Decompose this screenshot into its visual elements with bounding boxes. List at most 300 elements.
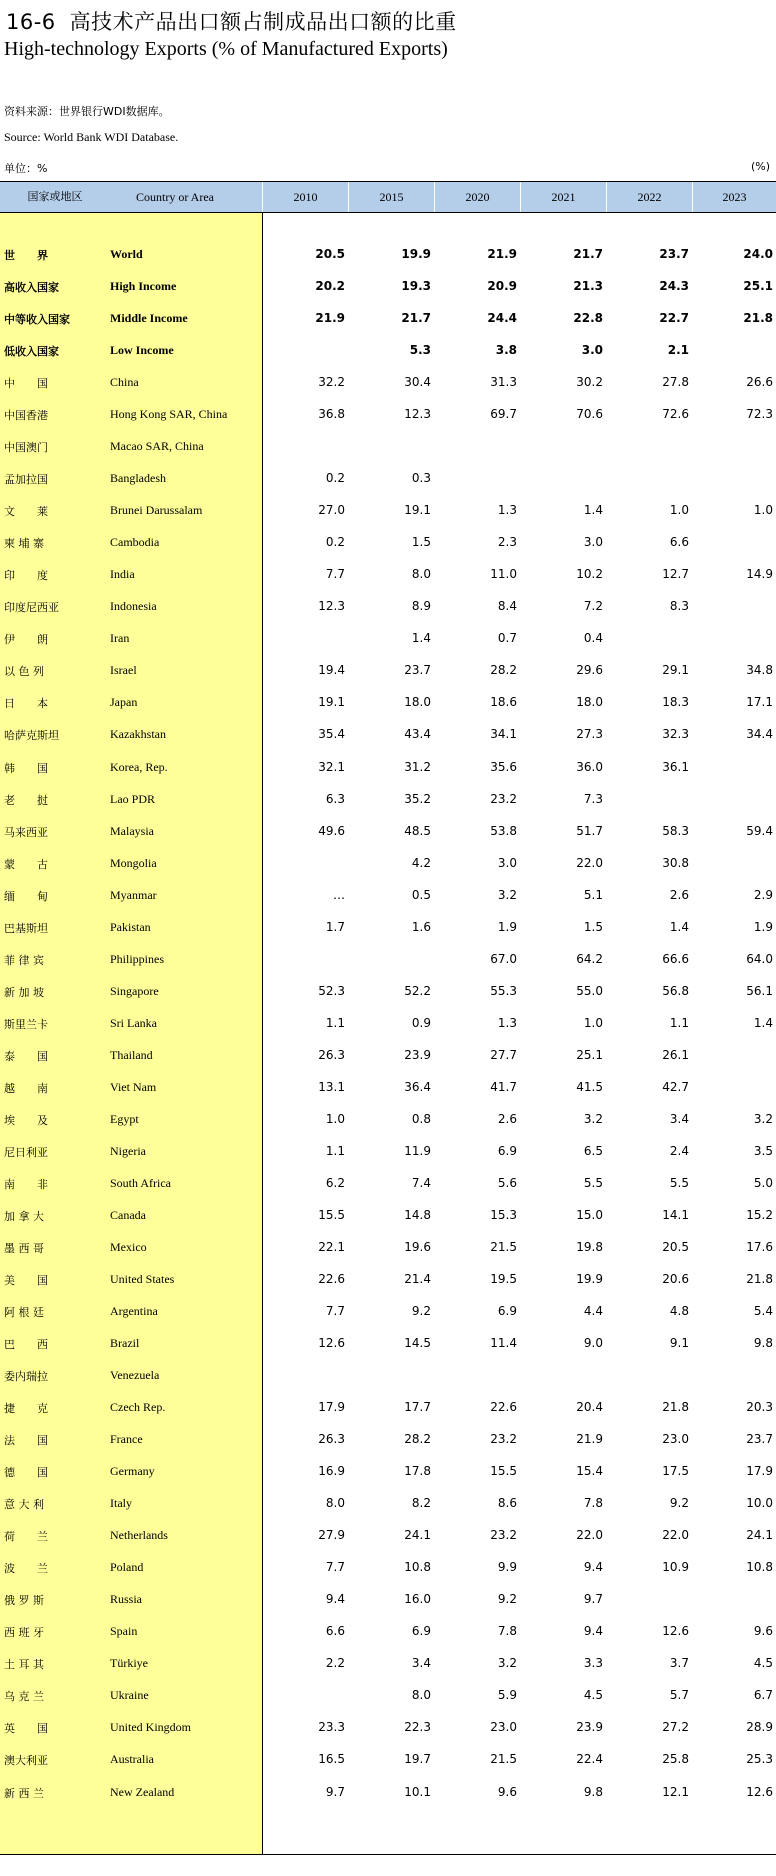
row-country-en: Pakistan (110, 919, 151, 934)
header-year: 2010 (262, 182, 348, 212)
table-row (0, 952, 776, 984)
row-value-cell: 3.3 (583, 1656, 603, 1671)
row-country-en: China (110, 375, 139, 390)
table-row (0, 279, 776, 311)
row-country-en: Lao PDR (110, 791, 155, 806)
row-country-cn: 中国澳门 (4, 441, 48, 455)
table-row (0, 1785, 776, 1817)
row-value-cell: 9.9 (497, 1560, 517, 1575)
row-country-en: United States (110, 1272, 175, 1286)
row-value-cell: 20.3 (746, 1400, 773, 1415)
row-country-en: Nigeria (110, 1143, 146, 1158)
table-row (0, 695, 776, 727)
row-value-cell: 15.3 (490, 1207, 517, 1222)
row-value-cell: 9.0 (583, 1336, 603, 1351)
table-row (0, 503, 776, 535)
row-country-cn: 越 南 (4, 1081, 48, 1095)
header-year: 2021 (520, 182, 606, 212)
table-row (0, 1080, 776, 1112)
row-value-cell: 23.2 (490, 1432, 517, 1447)
table-row (0, 343, 776, 375)
row-value-cell: 28.2 (404, 1432, 431, 1447)
table-row (0, 760, 776, 792)
row-country-cn: 马来西亚 (4, 825, 48, 839)
row-value-cell: 64.2 (576, 951, 603, 966)
row-value-cell: 4.5 (583, 1688, 603, 1703)
row-value-cell: 15.2 (746, 1207, 773, 1222)
table-row (0, 567, 776, 599)
row-country-cn: 英 国 (4, 1722, 48, 1736)
row-country-cn: 南 非 (4, 1177, 48, 1191)
table-row (0, 1560, 776, 1592)
row-value-cell: 17.9 (318, 1400, 345, 1415)
row-value-cell: 25.3 (746, 1752, 773, 1767)
table-row (0, 856, 776, 888)
row-value-cell: 10.8 (404, 1560, 431, 1575)
row-country-en: Russia (110, 1592, 143, 1607)
row-value-cell: 6.9 (497, 1304, 517, 1319)
row-value-cell: 16.0 (404, 1592, 431, 1607)
row-value-cell: 1.0 (753, 503, 773, 518)
row-value-cell: 1.1 (325, 1143, 345, 1158)
row-country-en: Brunei Darussalam (110, 503, 203, 518)
row-value-cell: 11.4 (490, 1336, 517, 1351)
row-value-cell: 25.1 (576, 1047, 603, 1062)
row-country-cn: 加 拿 大 (4, 1209, 44, 1223)
row-value-cell: 22.6 (318, 1272, 345, 1286)
table-row (0, 247, 776, 279)
row-country-en: United Kingdom (110, 1720, 191, 1735)
row-value-cell: 22.4 (576, 1752, 603, 1767)
row-value-cell: 21.9 (576, 1432, 603, 1447)
row-value-cell: 32.3 (662, 727, 689, 742)
row-country-cn: 法 国 (4, 1434, 48, 1448)
row-value-cell: 19.6 (404, 1239, 431, 1254)
table-row (0, 792, 776, 824)
row-country-cn: 乌 克 兰 (4, 1690, 44, 1704)
row-country-en: Canada (110, 1207, 146, 1222)
table-row (0, 599, 776, 631)
row-country-cn: 捷 克 (4, 1402, 48, 1416)
row-value-cell: 1.4 (411, 631, 431, 646)
row-country-en: World (110, 247, 143, 261)
table-row (0, 407, 776, 439)
row-value-cell: 8.3 (669, 599, 689, 614)
row-country-cn: 阿 根 廷 (4, 1306, 44, 1320)
row-value-cell: 9.7 (583, 1592, 603, 1607)
row-value-cell: 23.9 (576, 1720, 603, 1735)
row-value-cell: 3.2 (497, 887, 517, 902)
row-value-cell: 17.5 (662, 1464, 689, 1479)
row-country-cn: 伊 朗 (4, 633, 48, 647)
header-country-cn: 国家或地区 (27, 190, 83, 203)
row-country-en: Singapore (110, 983, 159, 998)
row-country-en: Israel (110, 663, 137, 678)
row-value-cell: 14.1 (662, 1207, 689, 1222)
row-value-cell: 3.0 (583, 535, 603, 550)
row-value-cell: 34.1 (490, 727, 517, 742)
row-value-cell: 4.2 (411, 855, 431, 870)
row-value-cell: 2.6 (669, 887, 689, 902)
row-country-cn: 印 度 (4, 569, 48, 583)
unit-label-right: (%) (750, 160, 770, 173)
row-value-cell: 19.1 (404, 503, 431, 518)
row-value-cell: 53.8 (490, 823, 517, 838)
row-value-cell: 42.7 (662, 1079, 689, 1094)
row-value-cell: 5.5 (669, 1175, 689, 1190)
row-value-cell: 67.0 (490, 951, 517, 966)
row-value-cell: 4.8 (669, 1304, 689, 1319)
row-value-cell: 2.9 (753, 887, 773, 902)
row-value-cell: 19.8 (576, 1239, 603, 1254)
row-country-en: Bangladesh (110, 471, 166, 486)
row-value-cell: 2.1 (667, 343, 689, 358)
row-value-cell: 36.1 (662, 759, 689, 774)
row-value-cell: 24.1 (404, 1528, 431, 1543)
table-row (0, 1272, 776, 1304)
row-value-cell: 8.6 (497, 1496, 517, 1511)
row-value-cell: 12.3 (404, 407, 431, 422)
row-value-cell: 5.1 (583, 887, 603, 902)
row-value-cell: 22.0 (576, 855, 603, 870)
row-value-cell: 51.7 (576, 823, 603, 838)
table-row (0, 984, 776, 1016)
row-value-cell: 8.4 (497, 599, 517, 614)
table-row (0, 1464, 776, 1496)
table-row (0, 920, 776, 952)
row-value-cell: 30.8 (662, 855, 689, 870)
row-country-en: Spain (110, 1624, 138, 1639)
row-value-cell: 15.0 (576, 1207, 603, 1222)
table-row (0, 439, 776, 471)
table-row (0, 311, 776, 343)
row-country-en: Mongolia (110, 855, 157, 870)
row-value-cell: 3.2 (583, 1111, 603, 1126)
row-value-cell: 1.5 (583, 919, 603, 934)
row-country-cn: 泰 国 (4, 1049, 48, 1063)
row-value-cell: 27.9 (318, 1528, 345, 1543)
row-value-cell: 7.3 (583, 791, 603, 806)
row-value-cell: 5.7 (669, 1688, 689, 1703)
row-value-cell: 5.3 (409, 343, 431, 358)
row-country-cn: 委内瑞拉 (4, 1370, 48, 1384)
table-row (0, 1112, 776, 1144)
table-row (0, 1720, 776, 1752)
row-value-cell: 64.0 (746, 951, 773, 966)
row-value-cell: 9.6 (497, 1784, 517, 1799)
row-country-cn: 中 国 (4, 377, 48, 391)
table-row (0, 1368, 776, 1400)
row-value-cell: 22.0 (576, 1528, 603, 1543)
row-value-cell: 26.3 (318, 1047, 345, 1062)
row-value-cell: 48.5 (404, 823, 431, 838)
row-country-cn: 新 西 兰 (4, 1786, 44, 1800)
row-value-cell: 2.2 (325, 1656, 345, 1671)
row-country-cn: 巴 西 (4, 1338, 48, 1352)
row-value-cell: 52.2 (404, 983, 431, 998)
row-value-cell: 23.2 (490, 791, 517, 806)
row-value-cell: 36.4 (404, 1079, 431, 1094)
row-value-cell: 35.4 (318, 727, 345, 742)
row-value-cell: 19.9 (401, 247, 431, 261)
row-value-cell: 0.2 (325, 471, 345, 486)
row-value-cell: 1.4 (753, 1015, 773, 1030)
row-value-cell: 55.0 (576, 983, 603, 998)
row-value-cell: 18.6 (490, 695, 517, 710)
row-value-cell: 5.9 (497, 1688, 517, 1703)
row-value-cell: 7.4 (411, 1175, 431, 1190)
row-value-cell: 9.4 (583, 1624, 603, 1639)
row-value-cell: 72.3 (746, 407, 773, 422)
row-country-en: Sri Lanka (110, 1015, 157, 1030)
row-country-cn: 新 加 坡 (4, 985, 44, 999)
row-value-cell: 59.4 (746, 823, 773, 838)
row-country-en: Korea, Rep. (110, 759, 168, 774)
row-value-cell: 14.5 (404, 1336, 431, 1351)
row-value-cell: 8.0 (411, 567, 431, 582)
row-value-cell: 3.0 (581, 343, 603, 358)
row-country-cn: 日 本 (4, 697, 48, 711)
table-body (0, 247, 776, 1817)
row-country-cn: 世 界 (4, 249, 48, 262)
row-value-cell: 72.6 (662, 407, 689, 422)
row-value-cell: 21.7 (401, 311, 431, 326)
row-country-en: Türkiye (110, 1656, 148, 1671)
row-country-cn: 中等收入国家 (4, 313, 70, 327)
row-value-cell: 29.6 (576, 663, 603, 678)
row-value-cell: 10.2 (576, 567, 603, 582)
row-value-cell: 0.4 (583, 631, 603, 646)
row-value-cell: 18.0 (404, 695, 431, 710)
row-value-cell: 17.1 (746, 695, 773, 710)
row-country-en: France (110, 1432, 143, 1447)
row-country-cn: 墨 西 哥 (4, 1241, 44, 1255)
row-value-cell: 19.1 (318, 695, 345, 710)
row-value-cell: 26.6 (746, 375, 773, 390)
table-row (0, 1496, 776, 1528)
row-country-cn: 美 国 (4, 1274, 48, 1287)
table-row (0, 1336, 776, 1368)
table-row (0, 663, 776, 695)
row-value-cell: 49.6 (318, 823, 345, 838)
row-value-cell: 22.6 (490, 1400, 517, 1415)
table-row (0, 1048, 776, 1080)
row-value-cell: 31.3 (490, 375, 517, 390)
row-value-cell: 22.1 (318, 1239, 345, 1254)
row-value-cell: 9.2 (669, 1496, 689, 1511)
row-value-cell: 9.8 (753, 1336, 773, 1351)
table-title (6, 6, 457, 36)
table-row (0, 1592, 776, 1624)
row-value-cell: 7.7 (325, 1304, 345, 1319)
row-value-cell: 0.3 (411, 471, 431, 486)
row-value-cell: 43.4 (404, 727, 431, 742)
row-value-cell: 2.4 (669, 1143, 689, 1158)
row-country-en: Australia (110, 1752, 154, 1767)
row-value-cell: 19.9 (576, 1272, 603, 1286)
row-country-cn: 波 兰 (4, 1562, 48, 1576)
header-year: 2020 (434, 182, 520, 212)
row-value-cell: 1.5 (411, 535, 431, 550)
row-value-cell: 8.2 (411, 1496, 431, 1511)
row-country-en: Indonesia (110, 599, 157, 614)
table-row (0, 1016, 776, 1048)
row-country-cn: 缅 甸 (4, 889, 48, 903)
table-row (0, 1208, 776, 1240)
row-country-en: Iran (110, 631, 130, 646)
table-row (0, 535, 776, 567)
row-value-cell: 5.0 (753, 1175, 773, 1190)
row-value-cell: … (333, 887, 345, 902)
row-country-en: New Zealand (110, 1784, 175, 1799)
row-value-cell: 2.6 (497, 1111, 517, 1126)
row-value-cell: 7.8 (583, 1496, 603, 1511)
row-value-cell: 23.7 (746, 1432, 773, 1447)
row-country-cn: 高收入国家 (4, 281, 59, 295)
row-value-cell: 58.3 (662, 823, 689, 838)
row-country-en: Philippines (110, 951, 165, 966)
row-country-en: Ukraine (110, 1688, 149, 1703)
row-value-cell: 5.4 (753, 1304, 773, 1319)
row-value-cell: 29.1 (662, 663, 689, 678)
row-value-cell: 19.7 (404, 1752, 431, 1767)
row-country-cn: 柬 埔 寨 (4, 537, 44, 551)
row-value-cell: 6.9 (497, 1143, 517, 1158)
row-country-cn: 哈萨克斯坦 (4, 729, 59, 743)
row-value-cell: 21.9 (315, 311, 345, 326)
row-country-en: Egypt (110, 1111, 139, 1126)
source-note-cn: 资料来源：世界银行WDI数据库。 (4, 105, 170, 118)
row-value-cell: 9.4 (583, 1560, 603, 1575)
row-country-en: Cambodia (110, 535, 160, 550)
row-value-cell: 32.1 (318, 759, 345, 774)
row-value-cell: 23.3 (318, 1720, 345, 1735)
row-value-cell: 21.3 (573, 279, 603, 294)
row-value-cell: 24.0 (743, 247, 773, 261)
row-country-en: Venezuela (110, 1368, 160, 1383)
source-note-en: Source: World Bank WDI Database. (4, 130, 179, 144)
row-country-cn: 荷 兰 (4, 1530, 48, 1544)
row-value-cell: 9.2 (411, 1304, 431, 1319)
row-value-cell: 0.7 (497, 631, 517, 646)
row-value-cell: 12.7 (662, 567, 689, 582)
row-value-cell: 31.2 (404, 759, 431, 774)
row-value-cell: 70.6 (576, 407, 603, 422)
row-value-cell: 20.5 (662, 1239, 689, 1254)
row-value-cell: 21.8 (662, 1400, 689, 1415)
row-value-cell: 16.9 (318, 1464, 345, 1479)
table-row (0, 1400, 776, 1432)
row-value-cell: 10.1 (404, 1784, 431, 1799)
table-row (0, 631, 776, 663)
row-value-cell: 1.9 (497, 919, 517, 934)
table-row (0, 1688, 776, 1720)
row-country-en: Netherlands (110, 1528, 168, 1543)
row-value-cell: 55.3 (490, 983, 517, 998)
row-value-cell: 12.6 (662, 1624, 689, 1639)
row-value-cell: 23.7 (659, 247, 689, 261)
header-year: 2015 (348, 182, 434, 212)
row-value-cell: 17.7 (404, 1400, 431, 1415)
table-row (0, 1432, 776, 1464)
row-country-cn: 中国香港 (4, 409, 48, 423)
row-value-cell: 3.5 (753, 1143, 773, 1158)
row-value-cell: 23.7 (404, 663, 431, 678)
table-row (0, 1624, 776, 1656)
row-country-cn: 意 大 利 (4, 1498, 44, 1512)
table-row (0, 471, 776, 503)
row-value-cell: 22.0 (662, 1528, 689, 1543)
row-country-en: South Africa (110, 1175, 171, 1190)
row-value-cell: 20.6 (662, 1272, 689, 1286)
row-value-cell: 3.4 (669, 1111, 689, 1126)
row-value-cell: 12.3 (318, 599, 345, 614)
row-value-cell: 3.2 (753, 1111, 773, 1126)
header-year: 2023 (692, 182, 776, 212)
row-value-cell: 14.9 (746, 567, 773, 582)
row-value-cell: 14.8 (404, 1207, 431, 1222)
row-value-cell: 17.6 (746, 1239, 773, 1254)
table-row (0, 1656, 776, 1688)
row-value-cell: 4.5 (753, 1656, 773, 1671)
row-country-en: Italy (110, 1496, 132, 1511)
table-row (0, 888, 776, 920)
row-value-cell: 7.7 (325, 1560, 345, 1575)
row-value-cell: 36.8 (318, 407, 345, 422)
row-value-cell: 3.7 (669, 1656, 689, 1671)
table-row (0, 1144, 776, 1176)
row-value-cell: 6.7 (753, 1688, 773, 1703)
row-value-cell: 28.9 (746, 1720, 773, 1735)
row-value-cell: 28.2 (490, 663, 517, 678)
row-value-cell: 12.6 (318, 1336, 345, 1351)
row-value-cell: 22.7 (659, 311, 689, 326)
row-value-cell: 3.2 (497, 1656, 517, 1671)
row-value-cell: 27.3 (576, 727, 603, 742)
row-value-cell: 10.0 (746, 1496, 773, 1511)
row-value-cell: 9.8 (583, 1784, 603, 1799)
row-country-cn: 印度尼西亚 (4, 601, 59, 615)
row-value-cell: 1.4 (583, 503, 603, 518)
row-country-en: Low Income (110, 343, 174, 358)
row-value-cell: 15.4 (576, 1464, 603, 1479)
row-value-cell: 19.4 (318, 663, 345, 678)
row-value-cell: 12.1 (662, 1784, 689, 1799)
row-value-cell: 10.9 (662, 1560, 689, 1575)
row-value-cell: 30.2 (576, 375, 603, 390)
row-value-cell: 6.3 (325, 791, 345, 806)
row-country-cn: 老 挝 (4, 793, 48, 807)
row-country-cn: 土 耳 其 (4, 1658, 44, 1672)
row-value-cell: 35.6 (490, 759, 517, 774)
table-title-en: High-technology Exports (% of Manufactured Exports) (4, 38, 448, 60)
row-value-cell: 19.5 (490, 1272, 517, 1286)
row-value-cell: 1.1 (325, 1015, 345, 1030)
row-value-cell: 0.5 (411, 887, 431, 902)
row-value-cell: 17.8 (404, 1464, 431, 1479)
table-row (0, 727, 776, 759)
row-value-cell: 34.8 (746, 663, 773, 678)
row-value-cell: 25.8 (662, 1752, 689, 1767)
row-value-cell: 21.5 (490, 1239, 517, 1254)
table-row (0, 1752, 776, 1784)
row-value-cell: 11.9 (404, 1143, 431, 1158)
row-value-cell: 27.7 (490, 1047, 517, 1062)
row-country-en: Thailand (110, 1047, 153, 1062)
row-value-cell: 18.0 (576, 695, 603, 710)
row-country-cn: 澳大利亚 (4, 1754, 48, 1768)
row-value-cell: 27.8 (662, 375, 689, 390)
